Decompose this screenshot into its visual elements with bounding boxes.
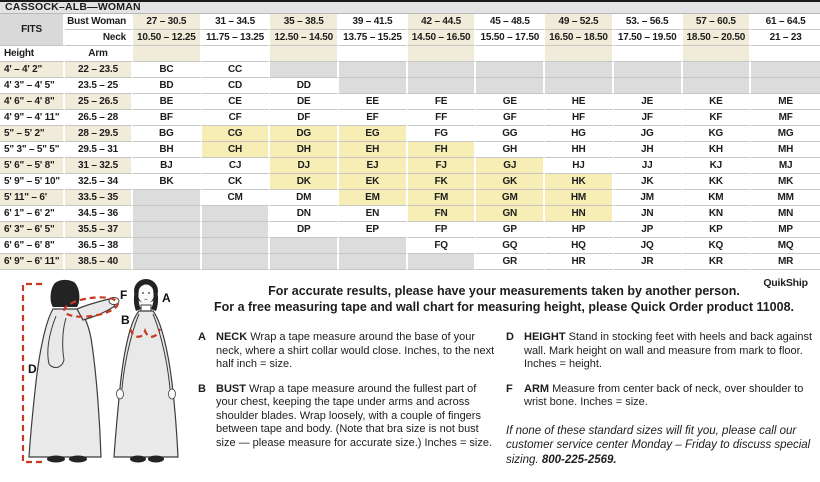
size-row [0, 158, 820, 174]
size-code-cell: GK [476, 174, 545, 190]
instruction-name-arm: ARM [524, 382, 550, 395]
neck-range-header: 10.50 – 12.25 [133, 30, 202, 46]
size-code-cell: BG [133, 126, 202, 142]
figure-label-f: F [120, 288, 128, 302]
size-code-cell [683, 78, 752, 94]
height-arm-header-row [0, 46, 820, 62]
size-code-cell: DE [270, 94, 339, 110]
size-code-cell: FM [408, 190, 477, 206]
neck-range-header: 18.50 – 20.50 [683, 30, 752, 46]
size-code-cell: JN [614, 206, 683, 222]
instruction-name-neck: NECK [216, 331, 248, 343]
arm-range-cell: 29.5 – 31 [65, 142, 133, 158]
size-column-filler [270, 46, 339, 62]
special-sizing-note [506, 424, 818, 468]
size-code-cell: HG [545, 126, 614, 142]
size-row [0, 62, 820, 78]
neck-range-header: 12.50 – 14.50 [270, 30, 339, 46]
size-code-cell [339, 254, 408, 270]
neck-range-header: 13.75 – 15.25 [339, 30, 408, 46]
size-code-cell: HE [545, 94, 614, 110]
size-code-cell: JR [614, 254, 683, 270]
measuring-intro-text [190, 283, 818, 315]
size-code-cell: EP [339, 222, 408, 238]
size-column-filler [476, 46, 545, 62]
size-code-cell: KN [683, 206, 752, 222]
size-code-cell [476, 62, 545, 78]
instruction-text-bust: Wrap a tape measure around the fullest part of your chest, keeping the tape under arms and across shoulder blades. Wrap loosely, with a couple of fingers between tape and body. (Note that bra size is not bust size — please measure for accurate size.) Inches = size. [216, 382, 493, 449]
bust-range-header: 31 – 34.5 [202, 14, 271, 30]
size-code-cell: JG [614, 126, 683, 142]
size-code-cell: BE [133, 94, 202, 110]
bust-range-header: 45 – 48.5 [476, 14, 545, 30]
size-code-cell: FF [408, 110, 477, 126]
size-column-filler [614, 46, 683, 62]
height-label: Height [0, 46, 65, 62]
fits-label: FITS [0, 14, 65, 46]
neck-range-header: 17.50 – 19.50 [614, 30, 683, 46]
size-code-cell: EM [339, 190, 408, 206]
size-code-cell: BJ [133, 158, 202, 174]
phone-number: 800-225-2569. [541, 453, 617, 466]
size-code-cell [339, 62, 408, 78]
measurement-figures-illustration [2, 276, 202, 480]
arm-range-cell: 25 – 26.5 [65, 94, 133, 110]
instruction-name-height: HEIGHT [524, 331, 566, 343]
size-code-cell: JQ [614, 238, 683, 254]
size-code-cell [545, 62, 614, 78]
size-code-cell: MR [751, 254, 820, 270]
size-code-cell: CJ [202, 158, 271, 174]
size-code-cell: HN [545, 206, 614, 222]
quikship-badge: QuikShip [751, 270, 820, 293]
bust-range-header: 42 – 44.5 [408, 14, 477, 30]
arm-range-cell: 31 – 32.5 [65, 158, 133, 174]
height-range-cell: 4' 9" – 4' 11" [0, 110, 65, 126]
size-code-cell [614, 78, 683, 94]
size-code-cell: GP [476, 222, 545, 238]
size-code-cell: JH [614, 142, 683, 158]
size-code-cell: KM [683, 190, 752, 206]
size-row [0, 206, 820, 222]
size-column-filler [133, 46, 202, 62]
bust-range-header: 57 – 60.5 [683, 14, 752, 30]
size-column-filler [751, 46, 820, 62]
size-code-cell: BF [133, 110, 202, 126]
size-code-cell [270, 254, 339, 270]
size-code-cell: CH [202, 142, 271, 158]
height-range-cell: 5' 11" – 6' [0, 190, 65, 206]
instruction-text-height: Stand in stocking feet with heels and back against wall. Mark height on wall and measure from mark to floor. Inches = height. [524, 331, 812, 370]
size-code-cell: MK [751, 174, 820, 190]
size-code-cell: CK [202, 174, 271, 190]
size-code-cell: KK [683, 174, 752, 190]
size-code-cell [202, 206, 271, 222]
size-code-cell: FG [408, 126, 477, 142]
size-code-cell: JF [614, 110, 683, 126]
size-code-cell: DH [270, 142, 339, 158]
height-range-cell: 6' 9" – 6' 11" [0, 254, 65, 270]
size-code-cell [133, 206, 202, 222]
size-code-cell [202, 222, 271, 238]
size-code-cell: GM [476, 190, 545, 206]
size-code-cell: GE [476, 94, 545, 110]
size-code-cell [133, 190, 202, 206]
size-code-cell [202, 254, 271, 270]
size-code-cell: GQ [476, 238, 545, 254]
size-code-cell: DM [270, 190, 339, 206]
height-range-cell: 4' 3" – 4' 5" [0, 78, 65, 94]
size-code-cell: FE [408, 94, 477, 110]
instruction-letter-d: D [506, 331, 514, 343]
neck-range-header: 14.50 – 16.50 [408, 30, 477, 46]
size-code-cell: DG [270, 126, 339, 142]
size-code-cell [339, 78, 408, 94]
size-column-filler [408, 46, 477, 62]
size-row [0, 126, 820, 142]
size-row [0, 254, 820, 270]
size-code-cell: KJ [683, 158, 752, 174]
size-code-cell: FJ [408, 158, 477, 174]
instruction-letter-f: F [506, 382, 513, 395]
size-code-cell: FN [408, 206, 477, 222]
height-range-cell: 5' 9" – 5' 10" [0, 174, 65, 190]
size-row [0, 94, 820, 110]
height-range-cell: 6' 1" – 6' 2" [0, 206, 65, 222]
size-code-cell: CC [202, 62, 271, 78]
size-code-cell: EF [339, 110, 408, 126]
intro-line-1: For accurate results, please have your measurements taken by another person. [268, 284, 740, 298]
special-sizing-text: If none of these standard sizes will fit you, please call our customer service center Monday – Friday to discuss special sizing. [506, 424, 811, 466]
size-code-cell: KG [683, 126, 752, 142]
intro-line-2: For a free measuring tape and wall chart for measuring height, please Quick Order product 11008. [213, 300, 795, 314]
size-column-filler [683, 46, 752, 62]
neck-range-header: 21 – 23 [751, 30, 820, 46]
size-code-cell: BK [133, 174, 202, 190]
size-code-cell [476, 78, 545, 94]
size-column-filler [339, 46, 408, 62]
bust-range-header: 35 – 38.5 [270, 14, 339, 30]
size-code-cell [133, 254, 202, 270]
size-code-cell: GG [476, 126, 545, 142]
size-code-cell: MH [751, 142, 820, 158]
size-code-cell: HF [545, 110, 614, 126]
size-row [0, 110, 820, 126]
figure-label-d: D [28, 362, 37, 376]
figure-back-view [29, 280, 119, 463]
size-code-cell: DP [270, 222, 339, 238]
height-range-cell: 6' 3" – 6' 5" [0, 222, 65, 238]
size-code-cell [408, 78, 477, 94]
size-code-cell: GF [476, 110, 545, 126]
arm-range-cell: 33.5 – 35 [65, 190, 133, 206]
figure-label-a: A [162, 291, 171, 305]
size-code-cell [133, 238, 202, 254]
size-code-cell: CD [202, 78, 271, 94]
arm-range-cell: 38.5 – 40 [65, 254, 133, 270]
size-code-cell: MN [751, 206, 820, 222]
size-code-cell: FQ [408, 238, 477, 254]
size-code-cell [751, 78, 820, 94]
size-code-cell: FH [408, 142, 477, 158]
size-code-cell: JP [614, 222, 683, 238]
figure-label-b: B [121, 313, 130, 327]
bust-range-header: 53. – 56.5 [614, 14, 683, 30]
arm-range-cell: 22 – 23.5 [65, 62, 133, 78]
arm-range-cell: 35.5 – 37 [65, 222, 133, 238]
neck-header-row [0, 30, 820, 46]
instruction-bust [198, 383, 500, 451]
size-code-cell: JK [614, 174, 683, 190]
size-row [0, 190, 820, 206]
size-code-cell: KE [683, 94, 752, 110]
neck-range-header: 11.75 – 13.25 [202, 30, 271, 46]
bust-range-header: 27 – 30.5 [133, 14, 202, 30]
size-code-cell: FP [408, 222, 477, 238]
product-title: CASSOCK–ALB—WOMAN [0, 0, 820, 14]
size-code-cell [339, 238, 408, 254]
size-code-cell: HR [545, 254, 614, 270]
size-code-cell: EK [339, 174, 408, 190]
size-code-cell: HK [545, 174, 614, 190]
size-code-cell: DN [270, 206, 339, 222]
bust-range-header: 39 – 41.5 [339, 14, 408, 30]
size-code-cell: ME [751, 94, 820, 110]
size-code-cell: HH [545, 142, 614, 158]
size-code-cell: DF [270, 110, 339, 126]
size-code-cell [202, 238, 271, 254]
size-code-cell: HJ [545, 158, 614, 174]
instruction-letter-b: B [198, 382, 206, 395]
size-code-cell: DK [270, 174, 339, 190]
instruction-neck [198, 331, 500, 372]
size-column-filler [545, 46, 614, 62]
size-column-filler [202, 46, 271, 62]
arm-range-cell: 23.5 – 25 [65, 78, 133, 94]
size-code-cell: HM [545, 190, 614, 206]
size-code-cell: KR [683, 254, 752, 270]
size-code-cell [408, 62, 477, 78]
size-code-cell: BC [133, 62, 202, 78]
size-row [0, 174, 820, 190]
instructions-column-right [506, 331, 818, 467]
size-code-cell: JM [614, 190, 683, 206]
size-code-cell [614, 62, 683, 78]
arm-range-cell: 34.5 – 36 [65, 206, 133, 222]
size-code-cell: EG [339, 126, 408, 142]
size-code-cell [545, 78, 614, 94]
size-row [0, 142, 820, 158]
size-code-cell: DJ [270, 158, 339, 174]
bust-header-row [0, 14, 820, 30]
size-row [0, 78, 820, 94]
size-code-cell [270, 62, 339, 78]
size-code-cell: JE [614, 94, 683, 110]
size-code-cell: MQ [751, 238, 820, 254]
size-code-cell: KF [683, 110, 752, 126]
size-code-cell: MG [751, 126, 820, 142]
size-code-cell [270, 238, 339, 254]
instruction-height [506, 331, 818, 372]
size-code-cell: MP [751, 222, 820, 238]
height-range-cell: 5" 3" – 5" 5" [0, 142, 65, 158]
neck-label: Neck [65, 30, 133, 46]
instructions-column-left [198, 331, 500, 461]
size-table [0, 14, 820, 293]
neck-range-header: 15.50 – 17.50 [476, 30, 545, 46]
size-code-cell: MM [751, 190, 820, 206]
height-range-cell: 5' 6" – 5' 8" [0, 158, 65, 174]
size-row [0, 222, 820, 238]
size-code-cell [751, 62, 820, 78]
size-row [0, 238, 820, 254]
size-code-cell: GH [476, 142, 545, 158]
size-code-cell: EN [339, 206, 408, 222]
size-code-cell: CF [202, 110, 271, 126]
neck-range-header: 16.50 – 18.50 [545, 30, 614, 46]
size-code-cell: CG [202, 126, 271, 142]
arm-range-cell: 32.5 – 34 [65, 174, 133, 190]
size-code-cell [683, 62, 752, 78]
size-code-cell [408, 254, 477, 270]
figure-front-view [114, 279, 178, 463]
arm-range-cell: 36.5 – 38 [65, 238, 133, 254]
size-code-cell: HP [545, 222, 614, 238]
size-code-cell: BH [133, 142, 202, 158]
arm-range-cell: 28 – 29.5 [65, 126, 133, 142]
bust-range-header: 61 – 64.5 [751, 14, 820, 30]
bust-woman-label: Bust Woman [65, 14, 133, 30]
size-code-cell: KH [683, 142, 752, 158]
size-code-cell: GR [476, 254, 545, 270]
size-code-cell: EH [339, 142, 408, 158]
height-range-cell: 4' – 4' 2" [0, 62, 65, 78]
instruction-text-arm: Measure from center back of neck, over shoulder to wrist bone. Inches = size. [524, 382, 804, 408]
size-code-cell: HQ [545, 238, 614, 254]
size-code-cell: MJ [751, 158, 820, 174]
size-code-cell: JJ [614, 158, 683, 174]
instruction-name-bust: BUST [216, 382, 246, 395]
size-code-cell: DD [270, 78, 339, 94]
instruction-arm [506, 383, 818, 410]
size-code-cell: GN [476, 206, 545, 222]
size-code-cell: CM [202, 190, 271, 206]
instruction-letter-a: A [198, 331, 206, 343]
bust-range-header: 49 – 52.5 [545, 14, 614, 30]
height-range-cell: 5" – 5' 2" [0, 126, 65, 142]
size-code-cell: BD [133, 78, 202, 94]
size-code-cell: GJ [476, 158, 545, 174]
size-code-cell [133, 222, 202, 238]
size-code-cell: EE [339, 94, 408, 110]
height-range-cell: 6' 6" – 6' 8" [0, 238, 65, 254]
size-code-cell: MF [751, 110, 820, 126]
size-code-cell: CE [202, 94, 271, 110]
arm-range-cell: 26.5 – 28 [65, 110, 133, 126]
size-code-cell: FK [408, 174, 477, 190]
size-code-cell: KP [683, 222, 752, 238]
instruction-text-neck: Wrap a tape measure around the base of your neck, where a shirt collar would close. Inches, to the next half inch = size. [216, 331, 495, 370]
arm-label: Arm [65, 46, 133, 62]
size-code-cell: EJ [339, 158, 408, 174]
height-range-cell: 4' 6" – 4' 8" [0, 94, 65, 110]
size-code-cell: KQ [683, 238, 752, 254]
